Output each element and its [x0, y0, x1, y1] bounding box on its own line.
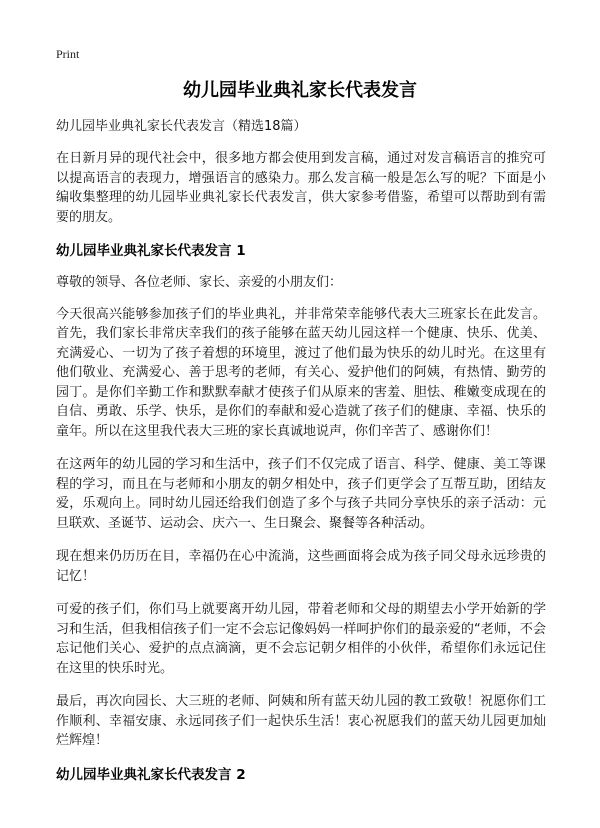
body-paragraph: 在这两年的幼儿园的学习和生活中，孩子们不仅完成了语言、科学、健康、美工等课程的学习，而且在与老师和小朋友的朝夕相处中，孩子们更学会了互帮互助，团结友爱，乐观向上。同时幼儿园还给我们创造了多个与孩子共同分享快乐的亲子活动：元旦联欢、圣诞节、运动会、庆六一、生日聚会、聚餐等各种活动。	[56, 457, 546, 531]
document-content	[56, 118, 546, 797]
body-paragraph: 现在想来仍历历在目，幸福仍在心中流淌，这些画面将会成为孩子同父母永远珍贵的记忆！	[56, 549, 546, 584]
section-heading: 幼儿园毕业典礼家长代表发言 2	[56, 766, 246, 783]
section-greeting: 尊敬的领导、各位老师、家长、亲爱的小朋友们：	[56, 275, 343, 290]
page-title: 幼儿园毕业典礼家长代表发言	[183, 80, 417, 101]
intro-paragraph: 在日新月异的现代社会中，很多地方都会使用到发言稿，通过对发言稿语言的推究可以提高语言的表现力，增强语言的感染力。那么发言稿一般是怎么写的呢？下面是小编收集整理的幼儿园毕业典礼家长代表发言，供大家参考借鉴，希望可以帮助到有需要的朋友。	[56, 151, 546, 225]
print-link[interactable]: Print	[56, 47, 80, 61]
document-subtitle: 幼儿园毕业典礼家长代表发言（精选18篇）	[56, 119, 307, 134]
section-heading: 幼儿园毕业典礼家长代表发言 1	[56, 243, 246, 259]
body-paragraph: 今天很高兴能够参加孩子们的毕业典礼，并非常荣幸能够代表大三班家长在此发言。首先，我们家长非常庆幸我们的孩子能够在蓝天幼儿园这样一个健康、快乐、优美、充满爱心、一切为了孩子着想的环境里，渡过了他们最为快乐的幼儿时光。在这里有他们敬业、充满爱心、善于思考的老师，有关心、爱护他们的阿姨，有热情、勤劳的园丁。是你们辛勤工作和默默奉献才使孩子们从原来的害羞、胆怯、稚嫩变成现在的自信、勇敢、乐学、快乐，是你们的奉献和爱心造就了孩子们的健康、幸福、快乐的童年。所以在这里我代表大三班的家长真诚地说声，你们辛苦了、感谢你们！	[56, 306, 546, 439]
body-paragraph: 最后，再次向园长、大三班的老师、阿姨和所有蓝天幼儿园的教工致敬！祝愿你们工作顺利、幸福安康、永远同孩子们一起快乐生活！衷心祝愿我们的蓝天幼儿园更加灿烂辉煌！	[56, 694, 546, 748]
body-paragraph: 可爱的孩子们，你们马上就要离开幼儿园，带着老师和父母的期望去小学开始新的学习和生活，但我相信孩子们一定不会忘记像妈妈一样呵护你们的最亲爱的“老师，不会忘记他们关心、爱护的点点滴滴，更不会忘记朝夕相伴的小伙伴，希望你们永远记住在这里的快乐时光。	[56, 602, 546, 676]
